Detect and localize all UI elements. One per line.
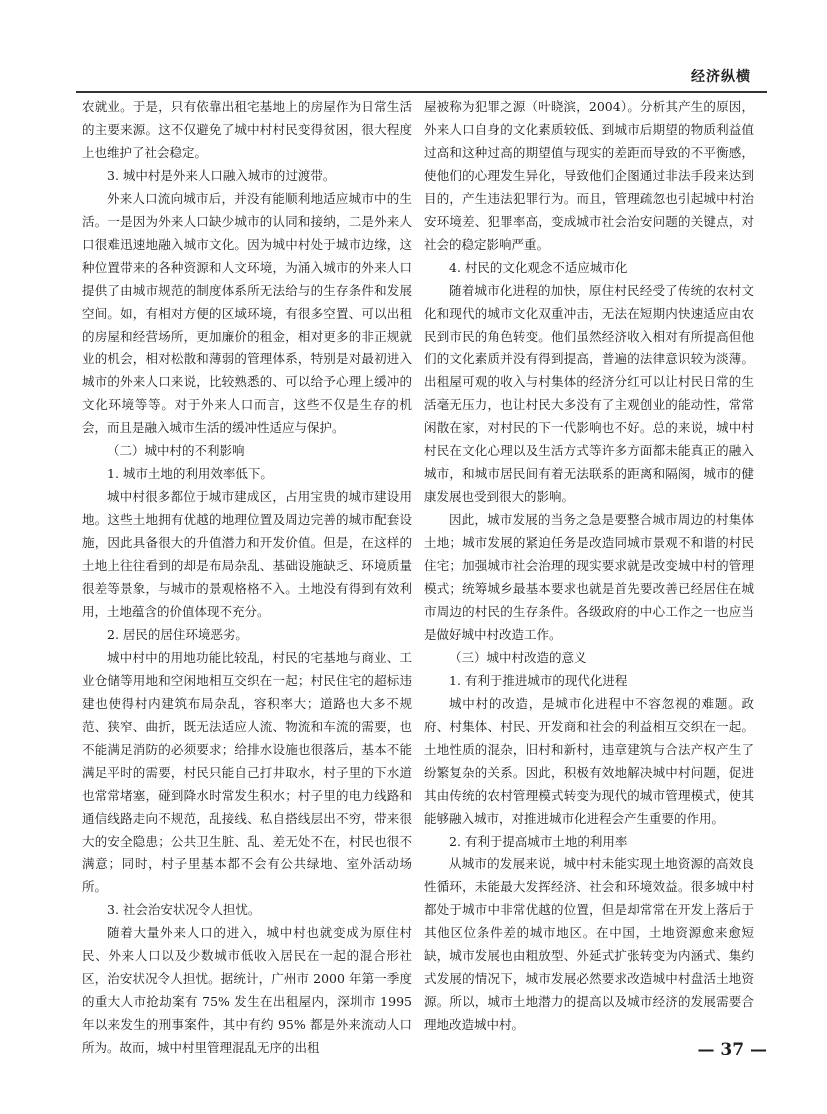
section-heading: 4. 村民的文化观念不适应城市化 [449,259,628,275]
section-heading: （三）城中村改造的意义 [449,649,587,665]
section-heading: 1. 城市土地的利用效率低下。 [107,466,273,482]
section-heading: （二）城中村的不利影响 [107,443,245,459]
left-column [82,96,412,1060]
section-heading: 3. 社会治安状况令人担忧。 [107,902,261,918]
body-paragraph: 城中村很多都位于城市建成区，占用宝贵的城市建设用地。这些土地拥有优越的地理位置及周边完善的城市配套设施，因此具备很大的升值潜力和开发价值。但是，在这样的土地上往往看到的却是布局杂乱、基础设施缺乏、环境质量很差等景象，与城市的景观格格不入。土地没有得到有效利用，土地蕴含的价值体现不充分。 [82,489,412,619]
right-column [424,96,754,1037]
body-paragraph: 外来人口流向城市后，并没有能顺利地适应城市中的生活。一是因为外来人口缺少城市的认同和接纳，二是外来人口很难迅速地融入城市文化。因为城中村处于城市边缘，这种位置带来的各种资源和人文环境，为涌入城市的外来人口提供了由城市规范的制度体系所无法给与的生存条件和发展空间。如，有相对方便的区域环境，有很多空置、可以出租的房屋和经营场所，更加廉价的租金，相对更多的非正规就业的机会，相对松散和薄弱的管理体系，特别是对最初进入城市的外来人口来说，比较熟悉的、可以给予心理上缓冲的文化环境等等。对于外来人口而言，这些不仅是生存的机会，而且是融入城市生活的缓冲性适应与保护。 [82,190,412,436]
section-heading: 2. 居民的居住环境恶劣。 [107,626,248,642]
body-paragraph: 从城市的发展来说，城中村未能实现土地资源的高效良性循环，未能最大发挥经济、社会和环境效益。很多城中村都处于城市中非常优越的位置，但是却常常在开发上落后于其他区位条件差的城市地区。在中国，土地资源愈来愈短缺，城市发展也由粗放型、外延式扩张转变为内涵式、集约式发展的情况下，城市发展必然要求改造城中村盘活土地资源。所以，城市土地潜力的提高以及城市经济的发展需要合理地改造城中村。 [424,856,754,1033]
header-rule [76,91,767,93]
section-heading: 1. 有利于推进城市的现代化进程 [449,672,628,688]
body-paragraph: 随着城市化进程的加快，原住村民经受了传统的农村文化和现代的城市文化双重冲击，无法在短期内快速适应由农民到市民的角色转变。他们虽然经济收入相对有所提高但他们的文化素质并没有得到提高，普遍的法律意识较为淡薄。出租屋可观的收入与村集体的经济分红可以让村民日常的生活毫无压力，也让村民大多没有了主观创业的能动性，常常闲散在家，对村民的下一代影响也不好。总的来说，城中村村民在文化心理以及生活方式等许多方面都未能真正的融入城市，和城市居民间有着无法联系的距离和隔阂，城市的健康发展也受到很大的影响。 [424,282,754,505]
page-header-title: 经济纵横 [691,69,751,85]
body-paragraph: 屋被称为犯罪之源（叶晓滨，2004）。分析其产生的原因，外来人口自身的文化素质较低、到城市后期望的物质利益值过高和这种过高的期望值与现实的差距而导致的不平衡感，使他们的心理发生异化，导致他们企图通过非法手段来达到目的，产生违法犯罪行为。而且，管理疏忽也引起城中村治安环境差、犯罪率高，变成城市社会治安问题的关键点，对社会的稳定影响严重。 [424,99,754,252]
body-paragraph: 因此，城市发展的当务之急是要整合城市周边的村集体土地；城市发展的紧迫任务是改造同城市景观不和谐的村民住宅；加强城市社会治理的现实要求就是改变城中村的管理模式；统筹城乡最基本要求也就是首先要改善已经居住在城市周边的村民的生存条件。各级政府的中心工作之一也应当是做好城中村改造工作。 [424,512,754,642]
body-paragraph: 农就业。于是，只有依靠出租宅基地上的房屋作为日常生活的主要来源。这不仅避免了城中村村民变得贫困，很大程度上也维护了社会稳定。 [82,99,412,160]
body-paragraph: 随着大量外来人口的进入，城中村也就变成为原住村民、外来人口以及少数城市低收入居民在一起的混合形社区，治安状况令人担忧。据统计，广州市 2000 年第一季度的重大人市抢劫案有 75% 发生在出租屋内，深圳市 1995 年以来发生的刑事案件，其中有约 95% 都是外来流动人口所为。故而，城中村里管理混乱无序的出租 [82,925,412,1056]
section-heading: 2. 有利于提高城市土地的利用率 [449,833,628,849]
body-paragraph: 城中村的改造，是城市化进程中不容忽视的难题。政府、村集体、村民、开发商和社会的利益相互交织在一起。土地性质的混杂，旧村和新村，违章建筑与合法产权产生了纷繁复杂的关系。因此，积极有效地解决城中村问题，促进其由传统的农村管理模式转变为现代的城市管理模式，使其能够融入城市，对推进城市化进程会产生重要的作用。 [424,695,754,826]
body-paragraph: 城中村中的用地功能比较乱，村民的宅基地与商业、工业仓储等用地和空闲地相互交织在一起；村民住宅的超标违建也使得村内建筑布局杂乱，容积率大；道路也大多不规范、狭窄、曲折，既无法适应人流、物流和车流的需要，也不能满足消防的必须要求；给排水设施也很落后，基本不能满足平时的需要，村民只能自己打井取水，村子里的下水道也常常堵塞，碰到降水时常发生积水；村子里的电力线路和通信线路走向不规范，乱接线、私自搭线层出不穷，带来很大的安全隐患；公共卫生脏、乱、差无处不在，村民也很不满意；同时，村子里基本都不会有公共绿地、室外活动场所。 [82,649,412,895]
page-number: — 37 — [697,1040,767,1060]
section-heading: 3. 城中村是外来人口融入城市的过渡带。 [107,167,336,183]
